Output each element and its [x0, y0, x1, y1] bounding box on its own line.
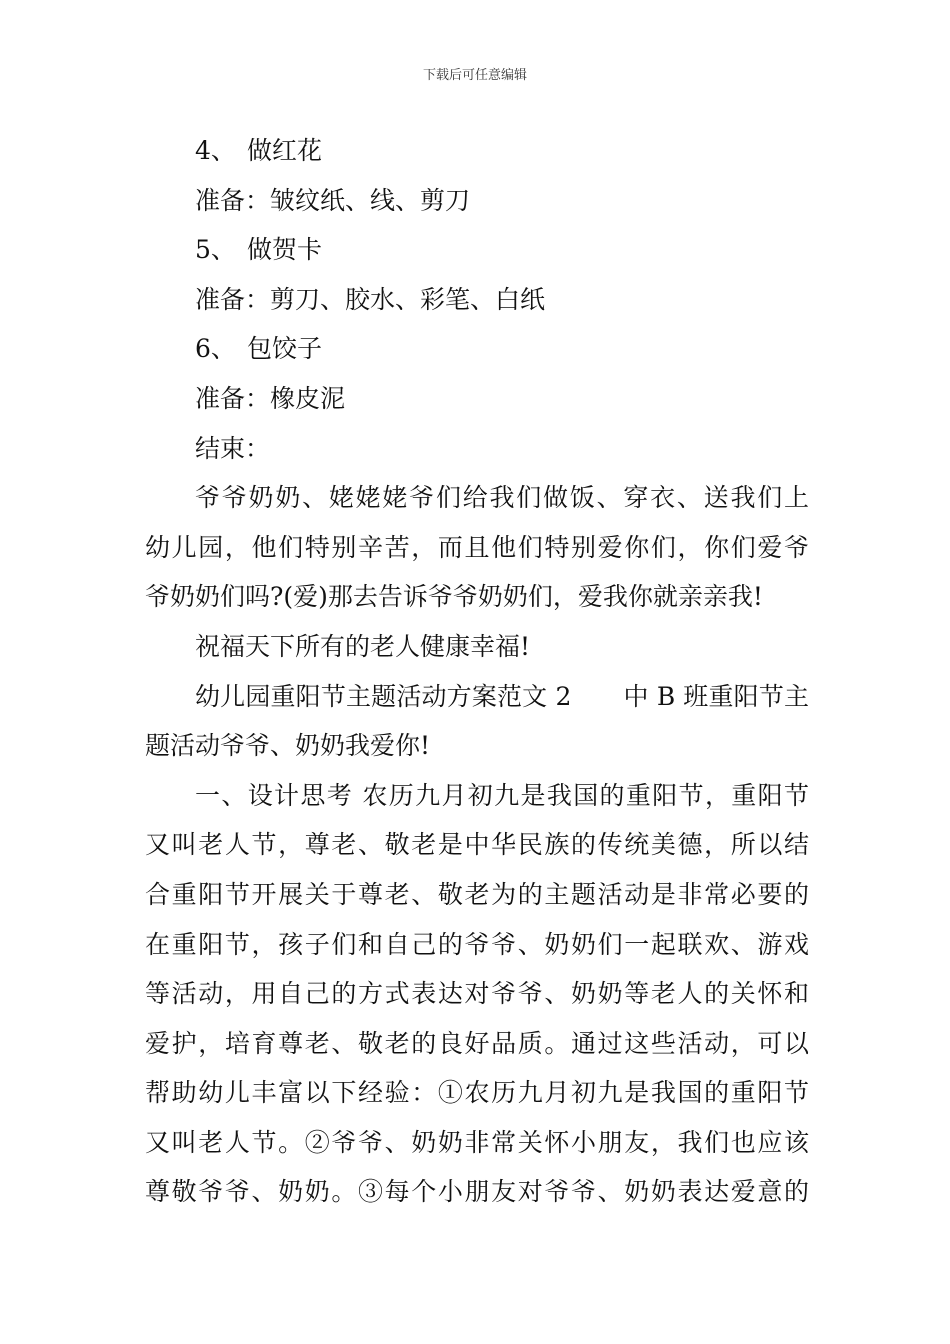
section-title: [145, 672, 809, 722]
item-number: 6、: [195, 334, 236, 364]
page-header: 下载后可任意编辑: [422, 68, 527, 83]
closing-line: 幼儿园，他们特别辛苦，而且他们特别爱你们，你们爱爷: [145, 532, 809, 562]
design-line: 在重阳节，孩子们和自己的爷爷、奶奶们一起联欢、游戏: [145, 929, 809, 959]
design-line: 一、设计思考 农历九月初九是我国的重阳节，重阳节: [195, 780, 809, 810]
item-text: 包饺子: [247, 334, 323, 364]
item-text: 做红花: [247, 136, 323, 165]
prep-line: 准备：橡皮泥: [195, 383, 346, 413]
closing-line: 爷爷奶奶、姥姥姥爷们给我们做饭、穿衣、送我们上: [195, 483, 809, 513]
design-line: 尊敬爷爷、奶奶。③每个小朋友对爷爷、奶奶表达爱意的: [145, 1177, 809, 1207]
design-line: 又叫老人节。②爷爷、奶奶非常关怀小朋友，我们也应该: [145, 1127, 809, 1157]
item-number: 4、: [195, 136, 236, 165]
design-line: 帮助幼儿丰富以下经验：①农历九月初九是我国的重阳节: [145, 1078, 809, 1108]
title-part: 中 B 班重阳节主: [623, 681, 809, 711]
prep-line: 准备：皱纹纸、线、剪刀: [195, 185, 471, 215]
document-body: [145, 126, 809, 1217]
list-item-6: [145, 324, 809, 374]
closing-line: 爷奶奶们吗?(爱)那去告诉爷爷奶奶们，爱我你就亲亲我!: [145, 582, 763, 612]
item-text: 做贺卡: [247, 235, 323, 265]
design-line: 又叫老人节，尊老、敬老是中华民族的传统美德，所以结: [145, 830, 809, 860]
title-part: 幼儿园重阳节主题活动方案范文 2: [195, 681, 572, 711]
end-label: 结束：: [195, 433, 271, 463]
list-item-5: [145, 225, 809, 275]
section-title-cont: 题活动爷爷、奶奶我爱你!: [145, 731, 431, 761]
list-item-4: [145, 126, 809, 176]
prep-line: 准备：剪刀、胶水、彩笔、白纸: [195, 284, 546, 314]
item-number: 5、: [195, 235, 236, 265]
design-line: 等活动，用自己的方式表达对爷爷、奶奶等老人的关怀和: [145, 979, 809, 1009]
design-line: 爱护，培育尊老、敬老的良好品质。通过这些活动，可以: [145, 1028, 809, 1058]
design-line: 合重阳节开展关于尊老、敬老为的主题活动是非常必要的: [145, 879, 809, 909]
blessing-line: 祝福天下所有的老人健康幸福!: [195, 631, 531, 661]
